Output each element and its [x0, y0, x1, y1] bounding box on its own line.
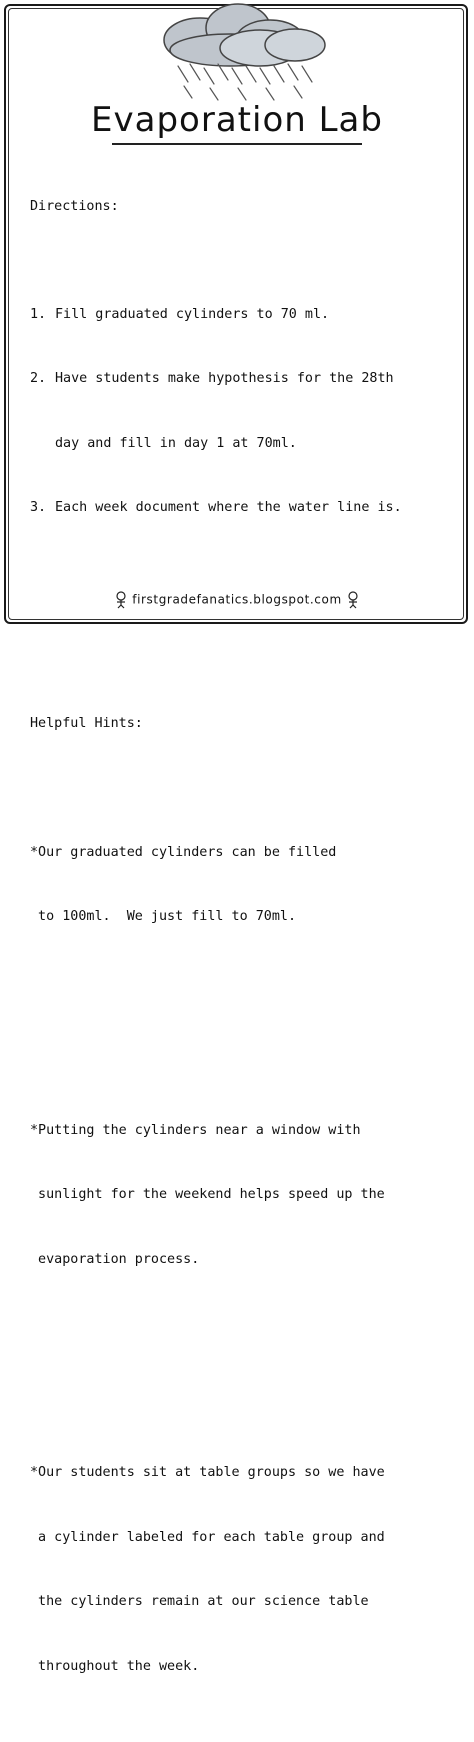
hint-item — [30, 1077, 450, 1314]
list-item — [30, 304, 450, 326]
hint-line: evaporation process. — [30, 1251, 200, 1267]
title-underline — [112, 143, 362, 145]
list-item — [30, 497, 450, 519]
list-item-continuation — [30, 433, 450, 455]
hint-line: sunlight for the weekend helps speed up the — [30, 1187, 385, 1202]
kid-doodle-icon — [114, 591, 128, 609]
hints-heading: Helpful Hints: — [30, 715, 143, 731]
item-number: 1. — [30, 306, 47, 322]
hint-item — [30, 1419, 450, 1720]
kid-doodle-icon — [346, 591, 360, 609]
item-text: day and fill in day 1 at 70ml. — [55, 435, 297, 451]
item-text: Each week document where the water line is. — [55, 500, 402, 515]
hint-line: to 100ml. We just fill to 70ml. — [30, 909, 297, 924]
blog-footer — [0, 591, 474, 609]
hint-line: a cylinder labeled for each table group and — [30, 1529, 385, 1545]
hint-line: *Our students sit at table groups so we have — [30, 1465, 385, 1480]
hint-line: throughout the week. — [30, 1658, 200, 1674]
item-text: Have students make hypothesis for the 28th — [55, 371, 394, 386]
hint-line: the cylinders remain at our science table — [30, 1594, 369, 1609]
hint-line: *Our graduated cylinders can be filled — [30, 844, 337, 860]
list-item — [30, 368, 450, 390]
hint-line: *Putting the cylinders near a window with — [30, 1122, 361, 1138]
directions-list — [30, 261, 450, 562]
footer-url: firstgradefanatics.blogspot.com — [132, 592, 342, 607]
page-title: Evaporation Lab — [91, 100, 383, 140]
hint-item — [30, 799, 450, 971]
item-number: 2. — [30, 371, 47, 386]
lab-instructions — [30, 153, 450, 1742]
directions-heading: Directions: — [30, 199, 119, 214]
item-number: 3. — [30, 500, 47, 515]
item-text: Fill graduated cylinders to 70 ml. — [55, 306, 330, 322]
